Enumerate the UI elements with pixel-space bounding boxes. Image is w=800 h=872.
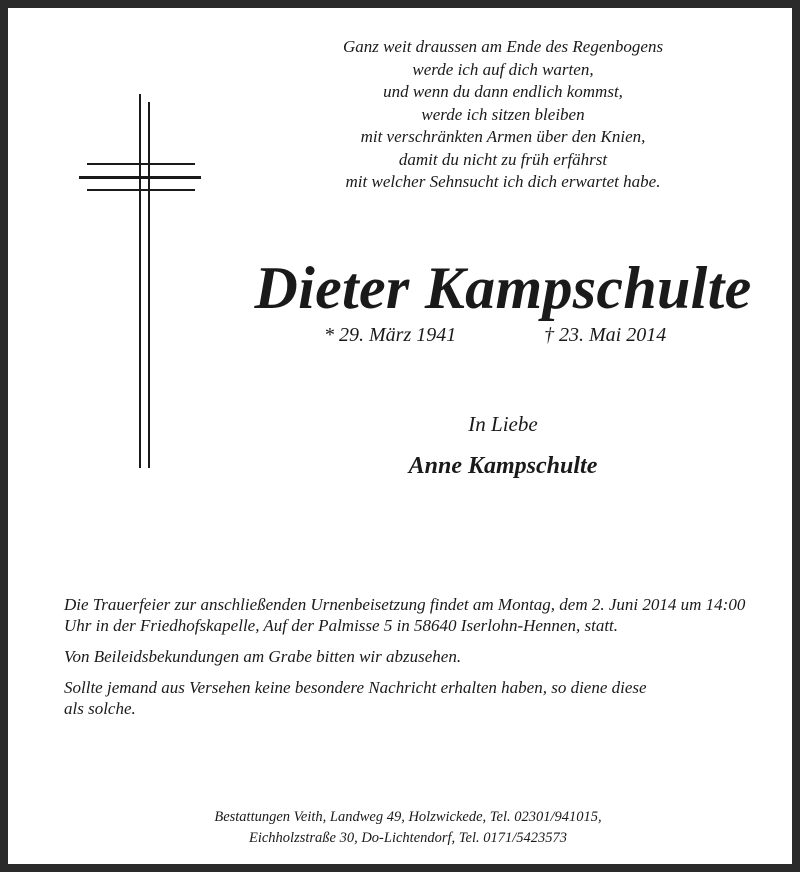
- condolence-note: Von Beileidsbekundungen am Grabe bitten wir abzusehen.: [64, 647, 462, 666]
- mourner-name: Anne Kampschulte: [408, 453, 598, 479]
- service-information: [64, 594, 764, 729]
- cross-icon: [73, 88, 203, 468]
- poem-line: werde ich auf dich warten,: [412, 59, 594, 79]
- notification-note: Sollte jemand aus Versehen keine besondere Nachricht erhalten haben, so diene diese als solche.: [64, 678, 647, 718]
- mourners-intro: In Liebe: [468, 412, 538, 436]
- poem-line: mit verschränkten Armen über den Knien,: [360, 127, 646, 146]
- poem-line: werde ich sitzen bleiben: [421, 104, 585, 124]
- death-date: † 23. Mai 2014: [544, 324, 667, 346]
- poem-line: damit du nicht zu früh erfährst: [398, 149, 608, 169]
- poem-line: Ganz weit draussen am Ende des Regenbogens: [342, 37, 664, 56]
- birth-date: * 29. März 1941: [324, 324, 457, 346]
- footer-line: Bestattungen Veith, Landweg 49, Holzwickede, Tel. 02301/941015,: [214, 809, 602, 825]
- undertaker-footer: [98, 807, 718, 849]
- service-paragraph: Die Trauerfeier zur anschließenden Urnenbeisetzung findet am Montag, dem 2. Juni 2014 um 14:00 Uhr in der Friedhofskapelle, Auf der Palmisse 5 in 58640 Iserlohn-Hennen, statt.: [64, 595, 746, 635]
- poem-line: und wenn du dann endlich kommst,: [383, 82, 623, 101]
- poem-line: mit welcher Sehnsucht ich dich erwartet habe.: [345, 172, 661, 191]
- deceased-name: Dieter Kampschulte: [254, 255, 752, 321]
- poem: [258, 36, 748, 194]
- footer-line: Eichholzstraße 30, Do-Lichtendorf, Tel. 0171/5423573: [248, 830, 568, 846]
